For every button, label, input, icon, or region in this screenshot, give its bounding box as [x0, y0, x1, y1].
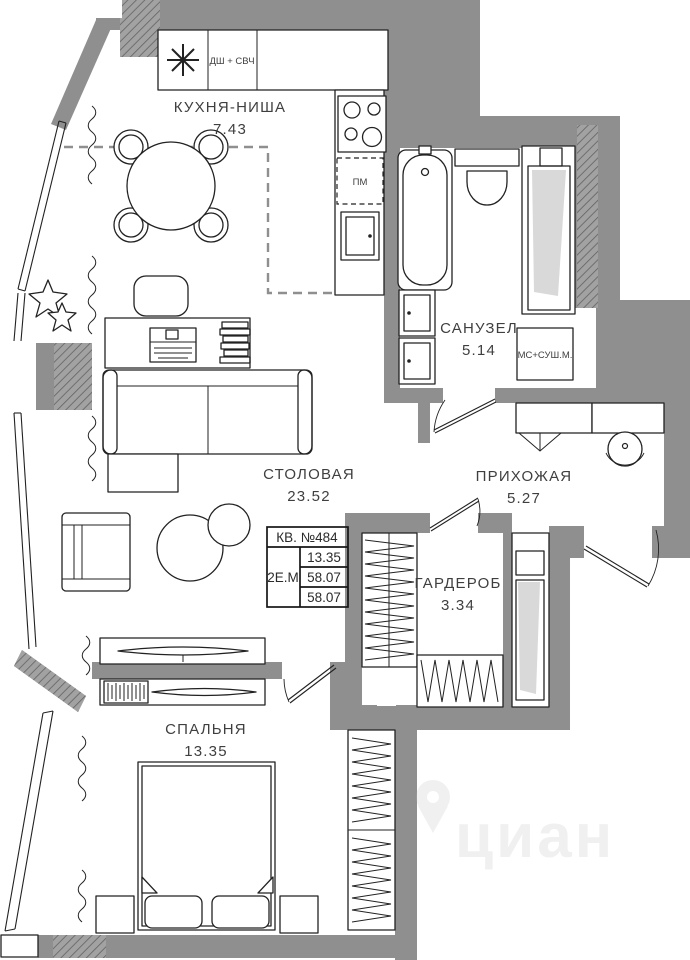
- label-hallway-name: ПРИХОЖАЯ: [475, 468, 573, 485]
- label-dining-name: СТОЛОВАЯ: [263, 466, 355, 483]
- label-bedroom-area: 13.35: [184, 743, 228, 760]
- kitchen-sink: [341, 212, 379, 260]
- watermark: [416, 780, 615, 871]
- label-wardrobe-name: ГАРДЕРОБ: [414, 575, 502, 592]
- watermark-text: циан: [455, 802, 616, 871]
- label-bathroom-name: САНУЗЕЛ: [440, 320, 518, 337]
- label-kitchen-name: КУХНЯ-НИША: [173, 99, 287, 116]
- dishwasher: [337, 158, 383, 204]
- apartment-area-2: 58.07: [307, 570, 341, 585]
- apartment-type: 2Е.М: [267, 570, 299, 585]
- washbasin-cabinets: [399, 290, 435, 384]
- bed: [138, 762, 275, 930]
- apartment-info-table: [267, 527, 348, 607]
- washer-dryer-label: МС+СУШ.М.: [517, 350, 573, 361]
- book-stack: [220, 322, 250, 363]
- bathtub: [398, 146, 452, 290]
- wardrobe-shelving-bottom: [417, 655, 503, 707]
- label-kitchen-area: 7.43: [213, 121, 247, 138]
- bedroom-closet: [348, 730, 395, 930]
- tv-console-bedroom: [100, 679, 265, 705]
- apartment-number: КВ. №484: [276, 530, 338, 545]
- hallway-closet: [512, 533, 549, 707]
- label-wardrobe-area: 3.34: [441, 597, 475, 614]
- label-bathroom-area: 5.14: [462, 342, 496, 359]
- hallway-stool: [606, 432, 644, 466]
- plant: [29, 280, 76, 331]
- tv-console-living: [100, 638, 265, 664]
- pillow: [212, 896, 269, 928]
- nightstand-left: [96, 896, 134, 933]
- wardrobe-shelving-left: [362, 533, 417, 667]
- apartment-area-1: 13.35: [307, 550, 341, 565]
- desk-chair: [134, 276, 188, 316]
- hood-microwave-label: ДШ + СВЧ: [209, 56, 255, 67]
- pillow: [145, 896, 202, 928]
- toilet: [455, 149, 519, 205]
- stove: [338, 96, 386, 152]
- cian-pin-icon: [416, 780, 450, 833]
- dishwasher-label: ПМ: [352, 177, 368, 188]
- nightstand-right: [280, 896, 318, 933]
- apartment-area-3: 58.07: [307, 590, 341, 605]
- kitchen-cabinets: [158, 30, 388, 90]
- coffee-tables: [157, 504, 250, 581]
- dining-table: [114, 130, 228, 242]
- armchair: [62, 513, 130, 591]
- windows: [5, 121, 66, 931]
- desk: [105, 318, 250, 368]
- label-hallway-area: 5.27: [507, 490, 541, 507]
- washer-dryer: [517, 328, 573, 380]
- label-bedroom-name: СПАЛЬНЯ: [165, 721, 247, 738]
- label-dining-area: 23.52: [287, 488, 331, 505]
- bathroom-cabinet: [522, 146, 575, 314]
